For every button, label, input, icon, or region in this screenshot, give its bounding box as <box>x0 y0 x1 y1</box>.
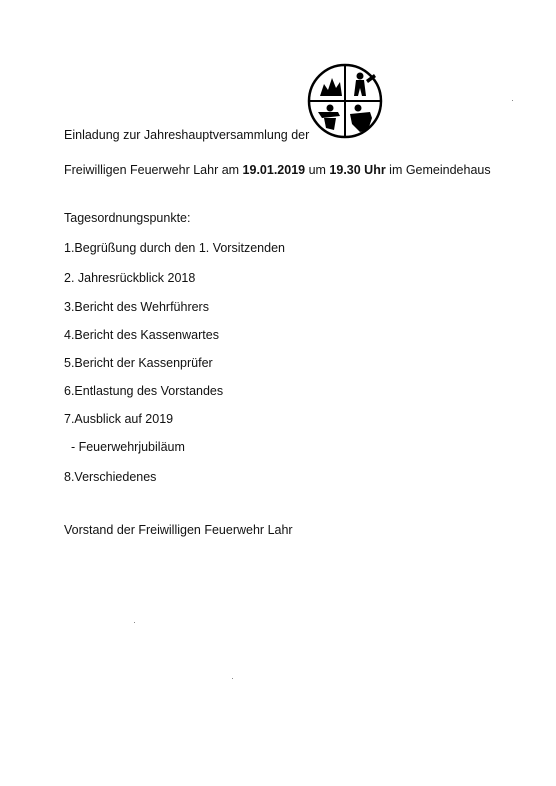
invitation-suffix: im Gemeindehaus <box>385 163 491 177</box>
agenda-subitem: - Feuerwehrjubiläum <box>64 440 185 454</box>
agenda-item: 8.Verschiedenes <box>64 470 157 484</box>
agenda-heading: Tagesordnungspunkte: <box>64 211 191 225</box>
invitation-line-1: Einladung zur Jahreshauptversammlung der <box>64 128 310 142</box>
agenda-item: 6.Entlastung des Vorstandes <box>64 384 224 398</box>
agenda-item: 1.Begrüßung durch den 1. Vorsitzenden <box>64 241 285 255</box>
agenda-item: 7.Ausblick auf 2019 <box>64 412 174 426</box>
invitation-line-2 <box>64 162 491 178</box>
scan-speck <box>232 678 233 679</box>
agenda-item: 3.Bericht des Wehrführers <box>64 300 209 314</box>
fire-brigade-emblem-icon <box>306 62 384 140</box>
agenda-item: 5.Bericht der Kassenprüfer <box>64 356 213 370</box>
agenda-item: 2. Jahresrückblick 2018 <box>64 271 196 285</box>
invitation-mid: um <box>305 163 330 177</box>
invitation-prefix: Freiwilligen Feuerwehr Lahr am <box>64 163 243 177</box>
meeting-time: 19.30 Uhr <box>329 163 386 177</box>
scan-speck <box>134 622 135 623</box>
signature: Vorstand der Freiwilligen Feuerwehr Lahr <box>64 523 293 537</box>
scan-speck <box>512 100 513 101</box>
agenda-item: 4.Bericht des Kassenwartes <box>64 328 219 342</box>
meeting-date: 19.01.2019 <box>242 163 306 177</box>
